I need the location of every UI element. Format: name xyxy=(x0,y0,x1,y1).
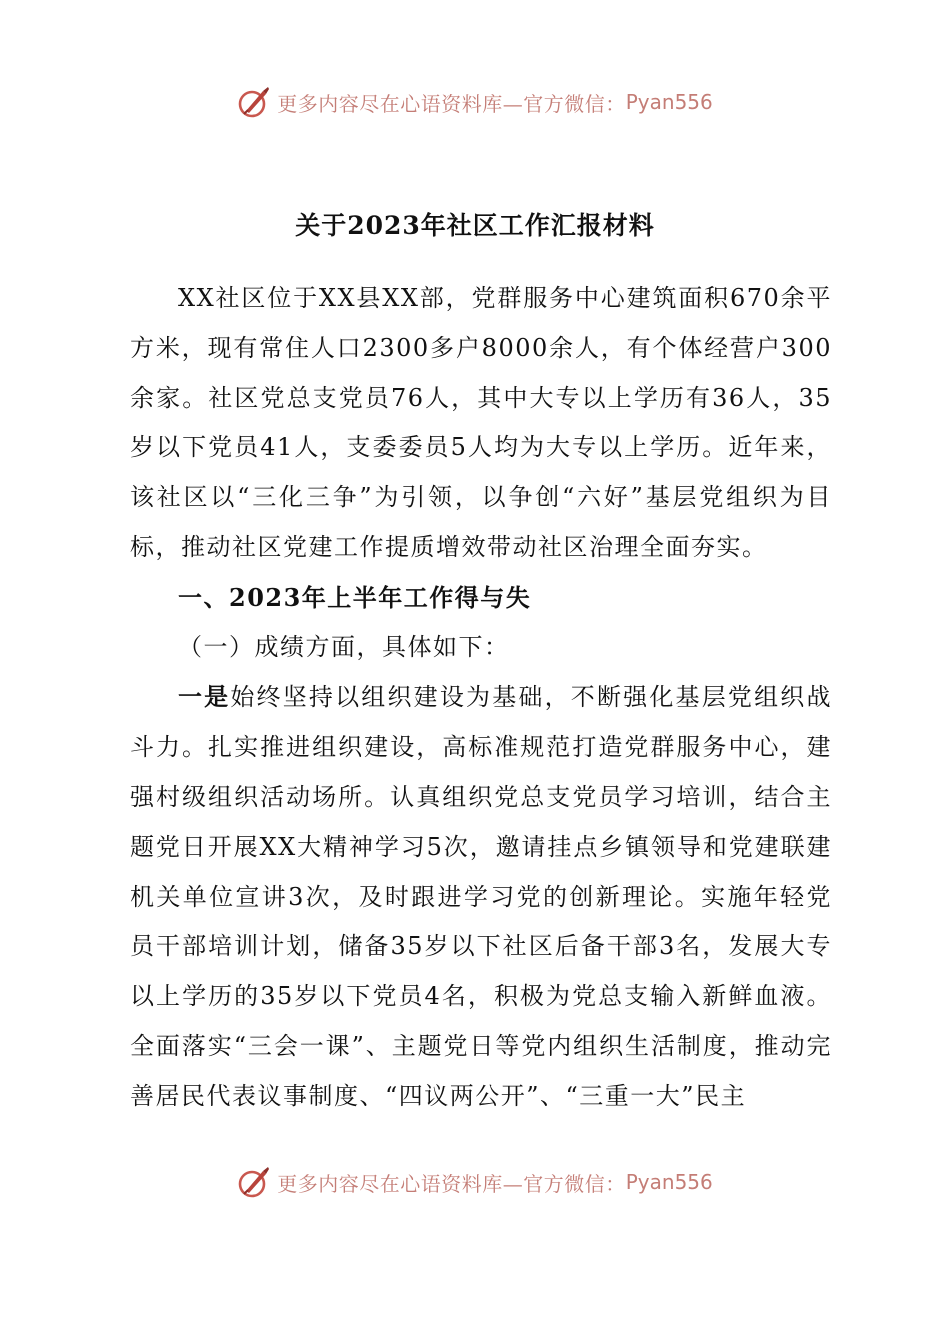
watermark-text: 更多内容尽在心语资料库—官方微信： xyxy=(277,1171,626,1196)
section-heading: 一、2023年上半年工作得与失 xyxy=(178,582,532,612)
watermark-banner-top xyxy=(0,82,950,122)
point-paragraph xyxy=(130,672,832,1121)
subsection-heading: （一）成绩方面，具体如下： xyxy=(178,632,510,661)
watermark-banner-bottom xyxy=(0,1162,950,1202)
quill-pen-logo-icon xyxy=(237,85,271,119)
point-body: 始终坚持以组织建设为基础，不断强化基层党组织战斗力。扎实推进组织建设，高标准规范打造党群服务中心，建强村级组织活动场所。认真组织党总支党员学习培训，结合主题党日开展XX大精神学习5次，邀请挂点乡镇领导和党建联建机关单位宣讲3次，及时跟进学习党的创新理论。实施年轻党员干部培训计划，储备35岁以下社区后备干部3名，发展大专以上学历的35岁以下党员4名，积极为党总支输入新鲜血液。全面落实“三会一课”、主题党日等党内组织生活制度，推动完善居民代表议事制度、“四议两公开”、“三重一大”民主 xyxy=(130,683,832,1110)
document-title: 关于2023年社区工作汇报材料 xyxy=(295,211,655,240)
point-lead: 一是 xyxy=(178,682,231,712)
watermark-wechat-id: Pyan556 xyxy=(625,1170,713,1194)
watermark-text: 更多内容尽在心语资料库—官方微信： xyxy=(277,91,626,116)
watermark-wechat-id: Pyan556 xyxy=(625,90,713,114)
quill-pen-logo-icon xyxy=(237,1165,271,1199)
document-body xyxy=(130,274,832,1122)
intro-paragraph: XX社区位于XX县XX部，党群服务中心建筑面积670余平方米，现有常住人口2300多户8000余人，有个体经营户300余家。社区党总支党员76人，其中大专以上学历有36人，35岁以下党员41人，支委委员5人均为大专以上学历。近年来，该社区以“三化三争”为引领，以争创“六好”基层党组织为目标，推动社区党建工作提质增效带动社区治理全面夯实。 xyxy=(130,284,832,561)
